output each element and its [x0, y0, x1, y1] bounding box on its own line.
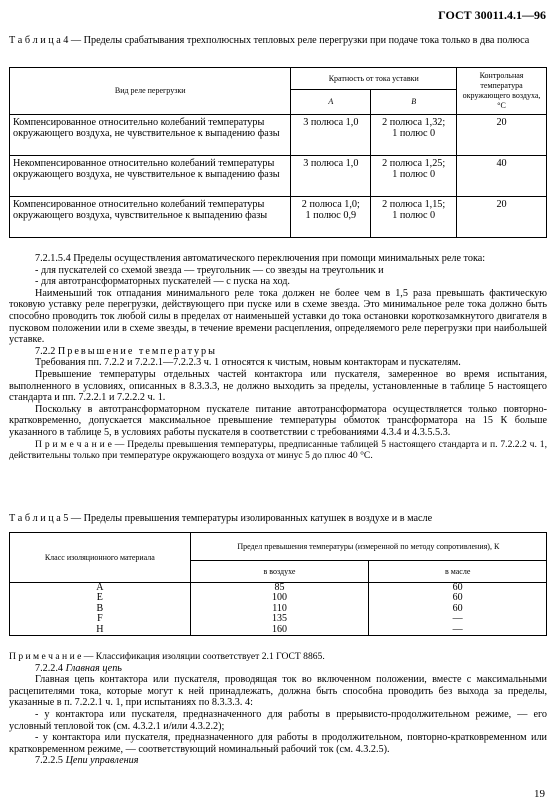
t5-cell-air: 100 [190, 593, 369, 603]
t4-cell-b-line1: 2 полюса 1,15; [382, 199, 446, 210]
paragraph: Требования пп. 7.2.2 и 7.2.2.1—7.2.2.3 ч. 1 относятся к чистым, новым контакторам и пускателям. [35, 357, 461, 369]
t5-cell-oil: 60 [369, 583, 547, 594]
t4-cell-type: Некомпенсированное относительно колебаний температуры окружающего воздуха, не чувствительное к выпадению фазы [10, 156, 291, 197]
note-text: — Пределы превышения температуры, предписанные таблицей 5 настоящего стандарта и п. 7.2.2.2 ч. 1, действительны только при температуре окружающего воздуха от минус 5 до плюс 40 °С. [9, 438, 547, 462]
t4-cell-temp: 40 [457, 156, 547, 197]
table-row [10, 156, 547, 197]
t5-header-class: Класс изоляционного материала [10, 533, 191, 583]
list-item: - у контактора или пускателя, предназначенного для работы в прерывисто-продолжительном режиме, — его условный тепловой ток (см. 4.3.2.1 и/или 4.3.2.2); [9, 708, 547, 732]
t5-cell-class: F [10, 614, 191, 624]
table4-caption [9, 35, 547, 46]
t5-cell-class: В [10, 604, 191, 614]
paragraph: Наименьший ток отпадания минимального реле тока должен не более чем в 1,5 раза превышать фактическую токовую уставку реле перегрузки, действующего при пуске или в схеме звезда. Это минимальное реле тока должно быть способно проводить ток любой силы в пределах от наименьшей уставки до тока остановки короткозамкнутого двигателя в пусковом положении или в схеме звезды, в течение времени расцепления, определяемого реле перегрузки при наибольшей уставке. [9, 287, 547, 346]
paragraph: Главная цепь контактора или пускателя, проводящая ток во включенном положении, вместе с максимальными расцепителями тока, которые могут к ней принадлежать, должна быть способна проводить без выхода за пределы, указанные в п. 7.2.2.1 ч. 1, при испытаниях по 8.3.3.3. 4: [9, 674, 547, 709]
t4-header-ratio: Кратность от тока уставки [291, 68, 457, 90]
section-heading [9, 346, 547, 358]
list-item: - у контактора или пускателя, предназначенного для работы в продолжительном, повторно-кратковременном или кратковременном режиме, — соответствующий номинальный рабочий ток (см. 4.3.2.5). [9, 732, 547, 755]
t5-cell-air: 85 [190, 583, 369, 594]
page-number: 19 [534, 788, 545, 800]
t4-cell-b-line2: 1 полюс 0 [392, 169, 436, 180]
t4-cell-type: Компенсированное относительно колебаний температуры окружающего воздуха, не чувствительное к выпадению фазы [10, 115, 291, 156]
t5-header-oil: в масле [369, 561, 547, 583]
note-text: — Классификация изоляции соответствует 2.1 ГОСТ 8865. [81, 651, 325, 662]
section-number: 7.2.2.5 [35, 755, 64, 767]
note-label: П р и м е ч а н и е [9, 651, 82, 662]
note [9, 651, 547, 663]
note-label: П р и м е ч а н и е [35, 438, 112, 450]
t5-cell-class: Н [10, 625, 191, 636]
table5-caption-label: Т а б л и ц а 5 [9, 513, 69, 524]
body-text-2 [9, 651, 547, 767]
t4-cell-a-line2: 1 полюс 0,9 [305, 210, 357, 221]
t5-cell-air: 160 [190, 625, 369, 636]
list-item: - для автотрансформаторных пускателей — с пуска на ход. [35, 276, 290, 288]
t5-cell-air: 110 [190, 604, 369, 614]
t4-cell-b-line1: 2 полюса 1,32; [382, 117, 446, 128]
t5-cell-oil: — [369, 614, 547, 624]
t5-cell-class: Е [10, 593, 191, 603]
list-item: - для пускателей со схемой звезда — треугольник — со звезды на треугольник и [35, 264, 384, 276]
t4-header-b: В [371, 90, 457, 115]
t4-cell-temp: 20 [457, 115, 547, 156]
table5-caption [9, 513, 547, 524]
t4-cell-a [291, 197, 371, 238]
t5-cell-class: А [10, 583, 191, 594]
section-number: 7.2.2.4 [35, 662, 64, 674]
paragraph: Превышение температуры отдельных частей контактора или пускателя, замеренное во время испытания, выполненного в условиях, описанных в 8.3.3.3, не должно выходить за пределы, установленные в таблице 5 настоящего стандарта и пп. 7.2.2.1 и 7.2.2.2 ч. 1. [9, 368, 547, 404]
table-5 [9, 532, 547, 636]
section-number: 7.2.2 [35, 345, 56, 357]
t5-cell-oil: 60 [369, 593, 547, 603]
section-title: Превышение температуры [57, 345, 217, 357]
t4-cell-b [371, 197, 457, 238]
t5-header-limit: Предел превышения температуры (измеренной по методу сопротивления), К [190, 533, 546, 561]
t4-header-temp: Контрольная температура окружающего воздуха, °С [457, 68, 547, 115]
section-heading [9, 663, 547, 675]
t5-header-air: в воздухе [190, 561, 369, 583]
t4-cell-temp: 20 [457, 197, 547, 238]
paragraph: Поскольку в автотрансформаторном пускателе питание автотрансформатора осуществляется только повторно-кратковременно, допускается максимальное превышение температуры обмоток трансформатора на 15 К больше указанного в таблице 5, в условиях работы пускателя в соответствии с требованиями 4.3.4 и 4.3.5.5.3. [9, 403, 547, 438]
t4-cell-type: Компенсированное относительно колебаний температуры окружающего воздуха, чувствительное к выпадению фазы [10, 197, 291, 238]
table4-caption-text: — Пределы срабатывания трехполюсных тепловых реле перегрузки при подаче тока только в два полюса [68, 35, 530, 46]
page-header: ГОСТ 30011.4.1—96 [438, 8, 546, 22]
table5-caption-text: — Пределы превышения температуры изолированных катушек в воздухе и в масле [68, 513, 433, 524]
t5-cell-oil: 60 [369, 604, 547, 614]
t4-cell-b-line2: 1 полюс 0 [392, 210, 436, 221]
t4-cell-a: 3 полюса 1,0 [291, 115, 371, 156]
t5-cell-air: 135 [190, 614, 369, 624]
paragraph: 7.2.1.5.4 Пределы осуществления автоматического переключения при помощи минимальных реле тока: [35, 253, 486, 264]
section-heading [9, 755, 547, 767]
body-text-1 [9, 253, 547, 462]
table4-caption-label: Т а б л и ц а 4 [9, 35, 69, 46]
t5-cell-oil: — [369, 625, 547, 636]
t4-cell-b [371, 156, 457, 197]
note [9, 439, 547, 462]
t4-cell-b-line2: 1 полюс 0 [392, 128, 436, 139]
t4-header-type: Вид реле перегрузки [10, 68, 291, 115]
t4-cell-a: 3 полюса 1,0 [291, 156, 371, 197]
table-row [10, 625, 547, 636]
t4-cell-b-line1: 2 полюса 1,25; [382, 158, 446, 169]
t4-cell-a-line1: 2 полюса 1,0; [301, 199, 360, 210]
t4-cell-b [371, 115, 457, 156]
t4-header-a: А [291, 90, 371, 115]
section-title: Цепи управления [65, 755, 139, 767]
table-row [10, 197, 547, 238]
table-4 [9, 67, 547, 238]
table-row [10, 115, 547, 156]
section-title: Главная цепь [65, 662, 122, 674]
